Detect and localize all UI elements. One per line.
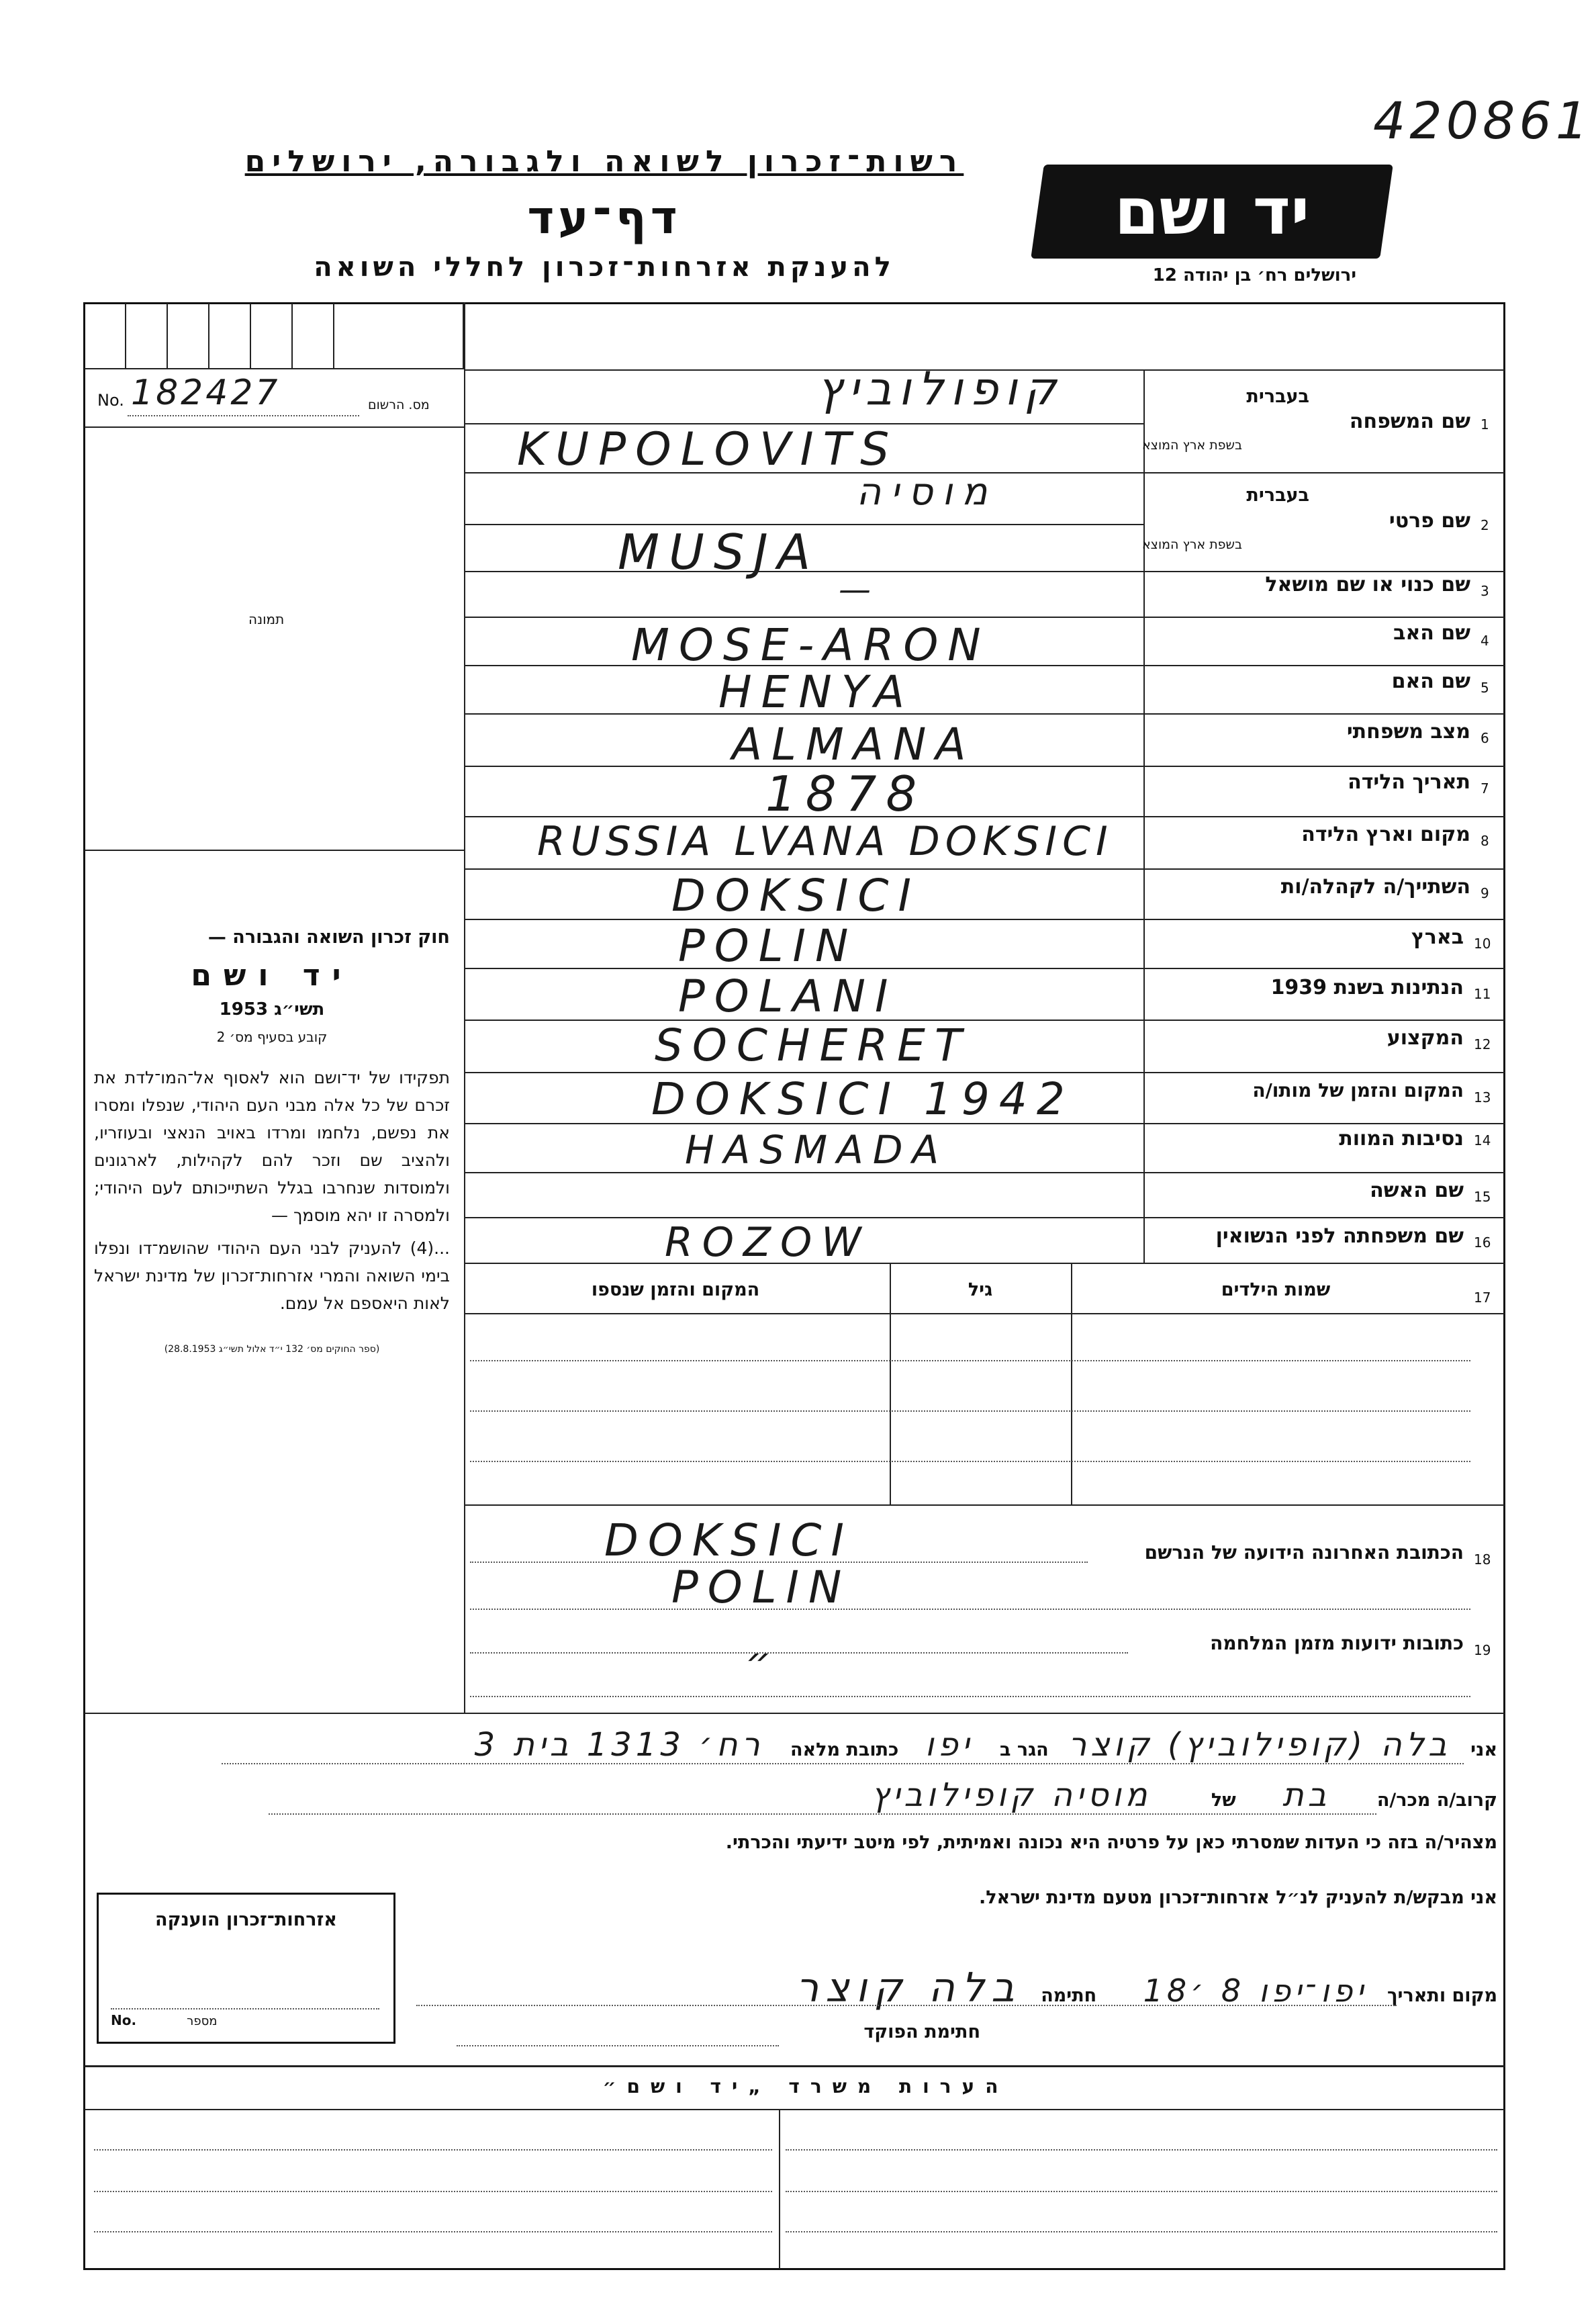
field-7-number: 7 <box>1481 780 1489 797</box>
law-paragraph-1: תפקידו של יד־ושם הוא לאסוף אל־המו־לדת את זכרם של כל אלה מבני העם היהודי, שנפלו ומסרו את נפשם, נלחמו ומרדו באויב הנאצי ובעוזריו, ולהציב שם וזכר להם לקהילות, לארגונים ולמוסדות שנחרבו בגלל השתייכותם לעם היהודי; ולמסרה זו יהא מוסמך — <box>94 1068 450 1225</box>
field-11-label: הנתינות בשנת 1939 <box>1270 976 1464 999</box>
citizenship-number-row <box>111 2008 379 2028</box>
field-18-value-line2: POLIN <box>671 1562 851 1613</box>
field-4-number: 4 <box>1481 633 1489 649</box>
field-7-label: תאריך הלידה <box>1348 770 1470 794</box>
children-col-place: המקום והזמן שנספו <box>591 1279 760 1300</box>
decl-full-address-label: כתובת מלאה <box>790 1739 899 1760</box>
field-1-sub-hebrew: בעברית <box>1246 386 1309 407</box>
field-8-label: מקום וארץ הלידה <box>1301 823 1470 846</box>
law-title: חוק זכרון השואה והגבורה — <box>207 927 450 948</box>
field-6-number: 6 <box>1481 730 1489 746</box>
citizenship-title: אזרחות־זכרון הוענקה <box>155 1909 337 1930</box>
form-title: דף־עד <box>527 191 682 244</box>
declaration-line-2 <box>269 1776 1497 1814</box>
field-8-value: RUSSIA LVANA DOKSICI <box>537 818 1113 865</box>
photo-label: תמונה <box>248 611 285 627</box>
field-10-number: 10 <box>1474 936 1491 952</box>
field-1-sub-origin: בשפת ארץ המוצא <box>1141 438 1242 453</box>
decl-city: יפו <box>925 1726 974 1764</box>
field-2-label: שם פרטי <box>1389 509 1470 533</box>
law-clause: קובע בסעיף מס׳ 2 <box>216 1029 328 1045</box>
field-18-label: הכתובת האחרונה הידועה של הנרשם <box>1144 1541 1464 1564</box>
field-2-number: 2 <box>1481 517 1489 533</box>
citizenship-number-label: מספר <box>187 2014 218 2028</box>
field-1-origin-value: KUPOLOVITS <box>517 423 899 476</box>
children-col-age: גיל <box>968 1279 993 1300</box>
field-2-hebrew-value: מוסיה <box>856 470 997 514</box>
decl-address: רח׳ 1313 בית 3 <box>474 1726 764 1764</box>
decl-relative-label: קרוב/ה מכר/ה <box>1376 1790 1497 1811</box>
field-19-value: ״ <box>745 1639 781 1686</box>
citizenship-box <box>97 1893 395 2044</box>
field-13-value: DOKSICI 1942 <box>651 1073 1074 1125</box>
field-12-label: המקצוע <box>1387 1026 1464 1050</box>
field-19-number: 19 <box>1474 1642 1491 1658</box>
field-13-label: המקום והזמן של מותו/ה <box>1252 1079 1464 1101</box>
field-3-number: 3 <box>1481 583 1489 599</box>
field-6-label: מצב משפחתי <box>1346 720 1470 743</box>
field-12-number: 12 <box>1474 1036 1491 1052</box>
place-date-value: יפו־יפו 8 ׳18 <box>1143 1973 1368 2009</box>
field-2-origin-value: MUSJA <box>618 524 820 580</box>
field-4-label: שם האב <box>1393 621 1470 645</box>
decl-lives-in: הגר ב <box>999 1739 1049 1760</box>
field-3-value: — <box>839 571 880 608</box>
field-3-label: שם כנוי או שם מושאל <box>1265 573 1470 596</box>
field-11-number: 11 <box>1474 986 1491 1002</box>
registration-number: 182427 <box>131 373 281 413</box>
authority-line: רשות־זכרון לשואה ולגבורה, ירושלים <box>244 144 964 179</box>
decl-name: בלה (קופילוביץ) קוצר <box>1068 1726 1451 1764</box>
field-5-label: שם האם <box>1391 670 1470 693</box>
law-year: תשי״ג 1953 <box>219 999 325 1020</box>
signature-label: חתימה <box>1041 1985 1097 2006</box>
header-address: ירושלים רח׳ בן יהודה 12 <box>1152 265 1356 285</box>
yad-vashem-logo <box>1031 165 1393 259</box>
archive-number: 420861 <box>1373 91 1593 150</box>
law-name: יד ושם <box>191 958 353 993</box>
decl-ani: אני <box>1470 1739 1497 1760</box>
citizenship-no: No. <box>111 2012 137 2028</box>
law-box <box>94 927 450 1504</box>
registration-label: מס. הרשום <box>368 398 430 412</box>
field-8-number: 8 <box>1481 833 1489 849</box>
field-1-number: 1 <box>1481 416 1489 433</box>
law-source: (ספר החוקים מס׳ 132 י״ד אלול תשי״ג 28.8.1953) <box>164 1344 380 1355</box>
field-14-label: נסיבות המוות <box>1339 1127 1464 1150</box>
field-11-value: POLANI <box>678 970 898 1022</box>
declaration-statement: מצהיר/ה בזה כי העדות שמסרתי כאן על פרטיה היא נכונה ואמיתית, לפי מיטב ידיעתי והכרתי. <box>725 1832 1497 1853</box>
field-14-number: 14 <box>1474 1132 1491 1148</box>
form-subtitle: להענקת אזרחות־זכרון לחללי השואה <box>314 252 895 283</box>
field-10-label: בארץ <box>1411 925 1464 949</box>
field-16-number: 16 <box>1474 1234 1491 1251</box>
place-date-label: מקום ותאריך <box>1387 1985 1497 2006</box>
field-19-label: כתובות ידועות מזמן המלחמה <box>1210 1632 1464 1654</box>
field-15-number: 15 <box>1474 1189 1491 1205</box>
field-17-number: 17 <box>1474 1290 1491 1306</box>
field-15-label: שם האשה <box>1370 1179 1464 1202</box>
top-ticks-row <box>85 304 464 369</box>
field-4-value: MOSE-ARON <box>631 619 990 671</box>
declaration-request: אני מבקש/ת להעניק לנ״ל אזרחות־זכרון מטעם מדינת ישראל. <box>978 1887 1497 1908</box>
office-notes-title: הערות משרד „יד ושם״ <box>602 2075 1009 2097</box>
field-10-value: POLIN <box>678 920 858 972</box>
field-18-value-line1: DOKSICI <box>604 1515 853 1566</box>
field-2-sub-hebrew: בעברית <box>1246 485 1309 506</box>
field-6-value: ALMANA <box>732 719 976 770</box>
law-paragraph-2: ...(4) להעניק לבני העם היהודי שהושמ־דו ונפלו בימי השואה והמרי אזרחות־זכרון של מדינת ישראל לאות היאספם אל עמם. <box>94 1238 450 1313</box>
decl-relation: בת <box>1282 1776 1331 1814</box>
field-5-value: HENYA <box>718 666 914 718</box>
field-2-sub-origin: בשפת ארץ המוצא <box>1141 537 1242 552</box>
field-9-number: 9 <box>1481 885 1489 901</box>
signature-value: בלה קוצר <box>796 1964 1021 2012</box>
declaration-line-1 <box>195 1726 1497 1764</box>
logo-text: יד ושם <box>1114 174 1310 249</box>
officer-signature-label: חתימת הפוקד <box>863 2022 980 2042</box>
field-12-value: SOCHERET <box>655 1020 972 1071</box>
decl-of: של <box>1211 1790 1236 1811</box>
field-1-hebrew-value: קופולוביץ <box>816 363 1064 416</box>
field-16-value: ROZOW <box>665 1219 871 1266</box>
field-16-label: שם משפחתה לפני הנשואין <box>1215 1224 1464 1248</box>
field-14-value: HASMADA <box>685 1127 949 1173</box>
field-13-number: 13 <box>1474 1089 1491 1105</box>
field-1-label: שם המשפחה <box>1349 410 1470 433</box>
registration-prefix: No. <box>97 391 124 410</box>
children-col-names: שמות הילדים <box>1221 1279 1331 1300</box>
field-9-label: השתייך/ה לקהלה/ות <box>1280 875 1470 899</box>
field-9-value: DOKSICI <box>671 870 921 921</box>
field-5-number: 5 <box>1481 680 1489 696</box>
field-18-number: 18 <box>1474 1551 1491 1568</box>
decl-relative-name: מוסיה קופילוביץ <box>871 1776 1152 1814</box>
field-7-value: 1878 <box>765 766 927 822</box>
